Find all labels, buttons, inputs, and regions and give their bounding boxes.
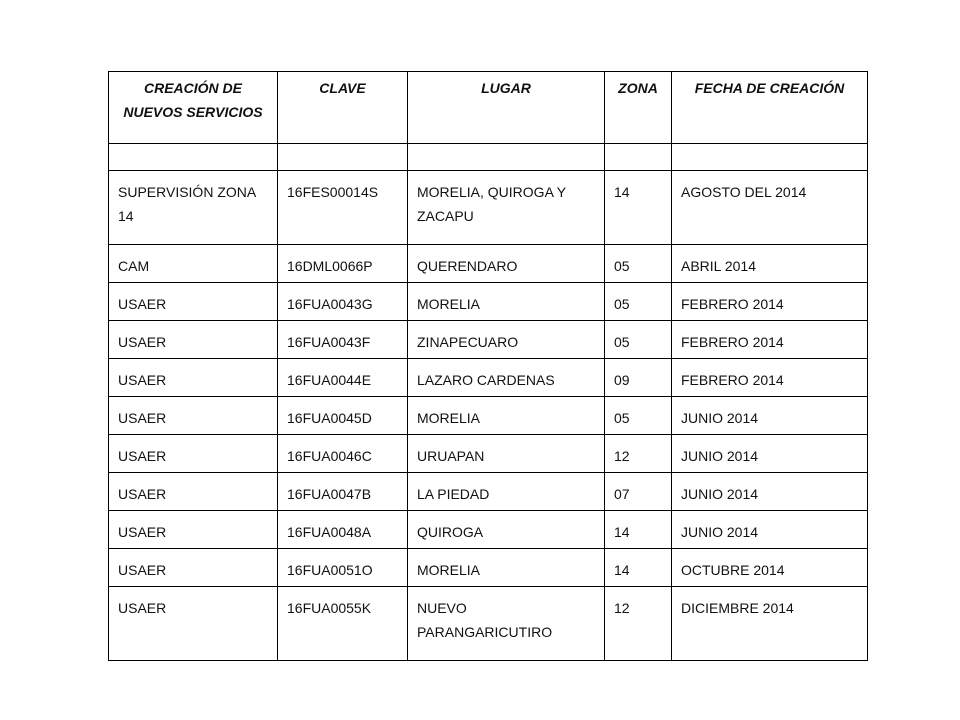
cell-clave: 16FUA0045D: [278, 397, 408, 435]
cell-fecha: FEBRERO 2014: [672, 283, 868, 321]
cell-servicio: USAER: [109, 283, 278, 321]
header-row: [109, 72, 868, 144]
cell-zona: 05: [605, 321, 672, 359]
cell-fecha: JUNIO 2014: [672, 397, 868, 435]
cell-lugar: QUERENDARO: [408, 245, 605, 283]
cell-lugar: MORELIA, QUIROGA Y ZACAPU: [408, 171, 605, 245]
cell-lugar: URUAPAN: [408, 435, 605, 473]
cell-fecha: JUNIO 2014: [672, 511, 868, 549]
header-fecha: FECHA DE CREACIÓN: [672, 72, 868, 144]
table-row: [109, 473, 868, 511]
table-row: [109, 435, 868, 473]
cell-lugar: ZINAPECUARO: [408, 321, 605, 359]
cell-zona: 05: [605, 245, 672, 283]
cell-fecha: DICIEMBRE 2014: [672, 587, 868, 661]
cell-lugar: LA PIEDAD: [408, 473, 605, 511]
cell-clave: 16FUA0055K: [278, 587, 408, 661]
empty-cell: [278, 144, 408, 171]
cell-zona: 12: [605, 435, 672, 473]
cell-fecha: JUNIO 2014: [672, 435, 868, 473]
table-row: [109, 511, 868, 549]
cell-lugar: NUEVO PARANGARICUTIRO: [408, 587, 605, 661]
cell-fecha: JUNIO 2014: [672, 473, 868, 511]
cell-lugar: MORELIA: [408, 397, 605, 435]
services-table: [108, 71, 868, 661]
cell-fecha: ABRIL 2014: [672, 245, 868, 283]
cell-fecha: AGOSTO DEL 2014: [672, 171, 868, 245]
cell-zona: 14: [605, 549, 672, 587]
table-row: [109, 283, 868, 321]
cell-zona: 09: [605, 359, 672, 397]
header-zona: ZONA: [605, 72, 672, 144]
cell-clave: 16FUA0043G: [278, 283, 408, 321]
header-servicio: CREACIÓN DE NUEVOS SERVICIOS: [109, 72, 278, 144]
cell-lugar: MORELIA: [408, 283, 605, 321]
cell-zona: 12: [605, 587, 672, 661]
header-lugar: LUGAR: [408, 72, 605, 144]
cell-servicio: USAER: [109, 473, 278, 511]
cell-servicio: USAER: [109, 321, 278, 359]
empty-cell: [109, 144, 278, 171]
cell-zona: 05: [605, 397, 672, 435]
cell-servicio: USAER: [109, 359, 278, 397]
table-row: [109, 359, 868, 397]
cell-clave: 16FUA0043F: [278, 321, 408, 359]
cell-clave: 16FES00014S: [278, 171, 408, 245]
cell-zona: 14: [605, 511, 672, 549]
cell-servicio: USAER: [109, 511, 278, 549]
cell-servicio: USAER: [109, 549, 278, 587]
cell-zona: 14: [605, 171, 672, 245]
cell-lugar: MORELIA: [408, 549, 605, 587]
cell-servicio: CAM: [109, 245, 278, 283]
empty-cell: [408, 144, 605, 171]
cell-clave: 16FUA0048A: [278, 511, 408, 549]
cell-servicio: USAER: [109, 587, 278, 661]
cell-fecha: FEBRERO 2014: [672, 321, 868, 359]
cell-servicio: SUPERVISIÓN ZONA 14: [109, 171, 278, 245]
cell-clave: 16FUA0047B: [278, 473, 408, 511]
cell-fecha: OCTUBRE 2014: [672, 549, 868, 587]
header-clave: CLAVE: [278, 72, 408, 144]
cell-clave: 16FUA0051O: [278, 549, 408, 587]
table-row: [109, 587, 868, 661]
cell-zona: 05: [605, 283, 672, 321]
empty-row: [109, 144, 868, 171]
table-row: [109, 549, 868, 587]
cell-fecha: FEBRERO 2014: [672, 359, 868, 397]
cell-lugar: QUIROGA: [408, 511, 605, 549]
table-row: [109, 321, 868, 359]
cell-zona: 07: [605, 473, 672, 511]
cell-clave: 16FUA0046C: [278, 435, 408, 473]
cell-servicio: USAER: [109, 397, 278, 435]
cell-clave: 16DML0066P: [278, 245, 408, 283]
empty-cell: [672, 144, 868, 171]
table-row: [109, 171, 868, 245]
table-row: [109, 245, 868, 283]
cell-servicio: USAER: [109, 435, 278, 473]
cell-clave: 16FUA0044E: [278, 359, 408, 397]
empty-cell: [605, 144, 672, 171]
cell-lugar: LAZARO CARDENAS: [408, 359, 605, 397]
table-row: [109, 397, 868, 435]
